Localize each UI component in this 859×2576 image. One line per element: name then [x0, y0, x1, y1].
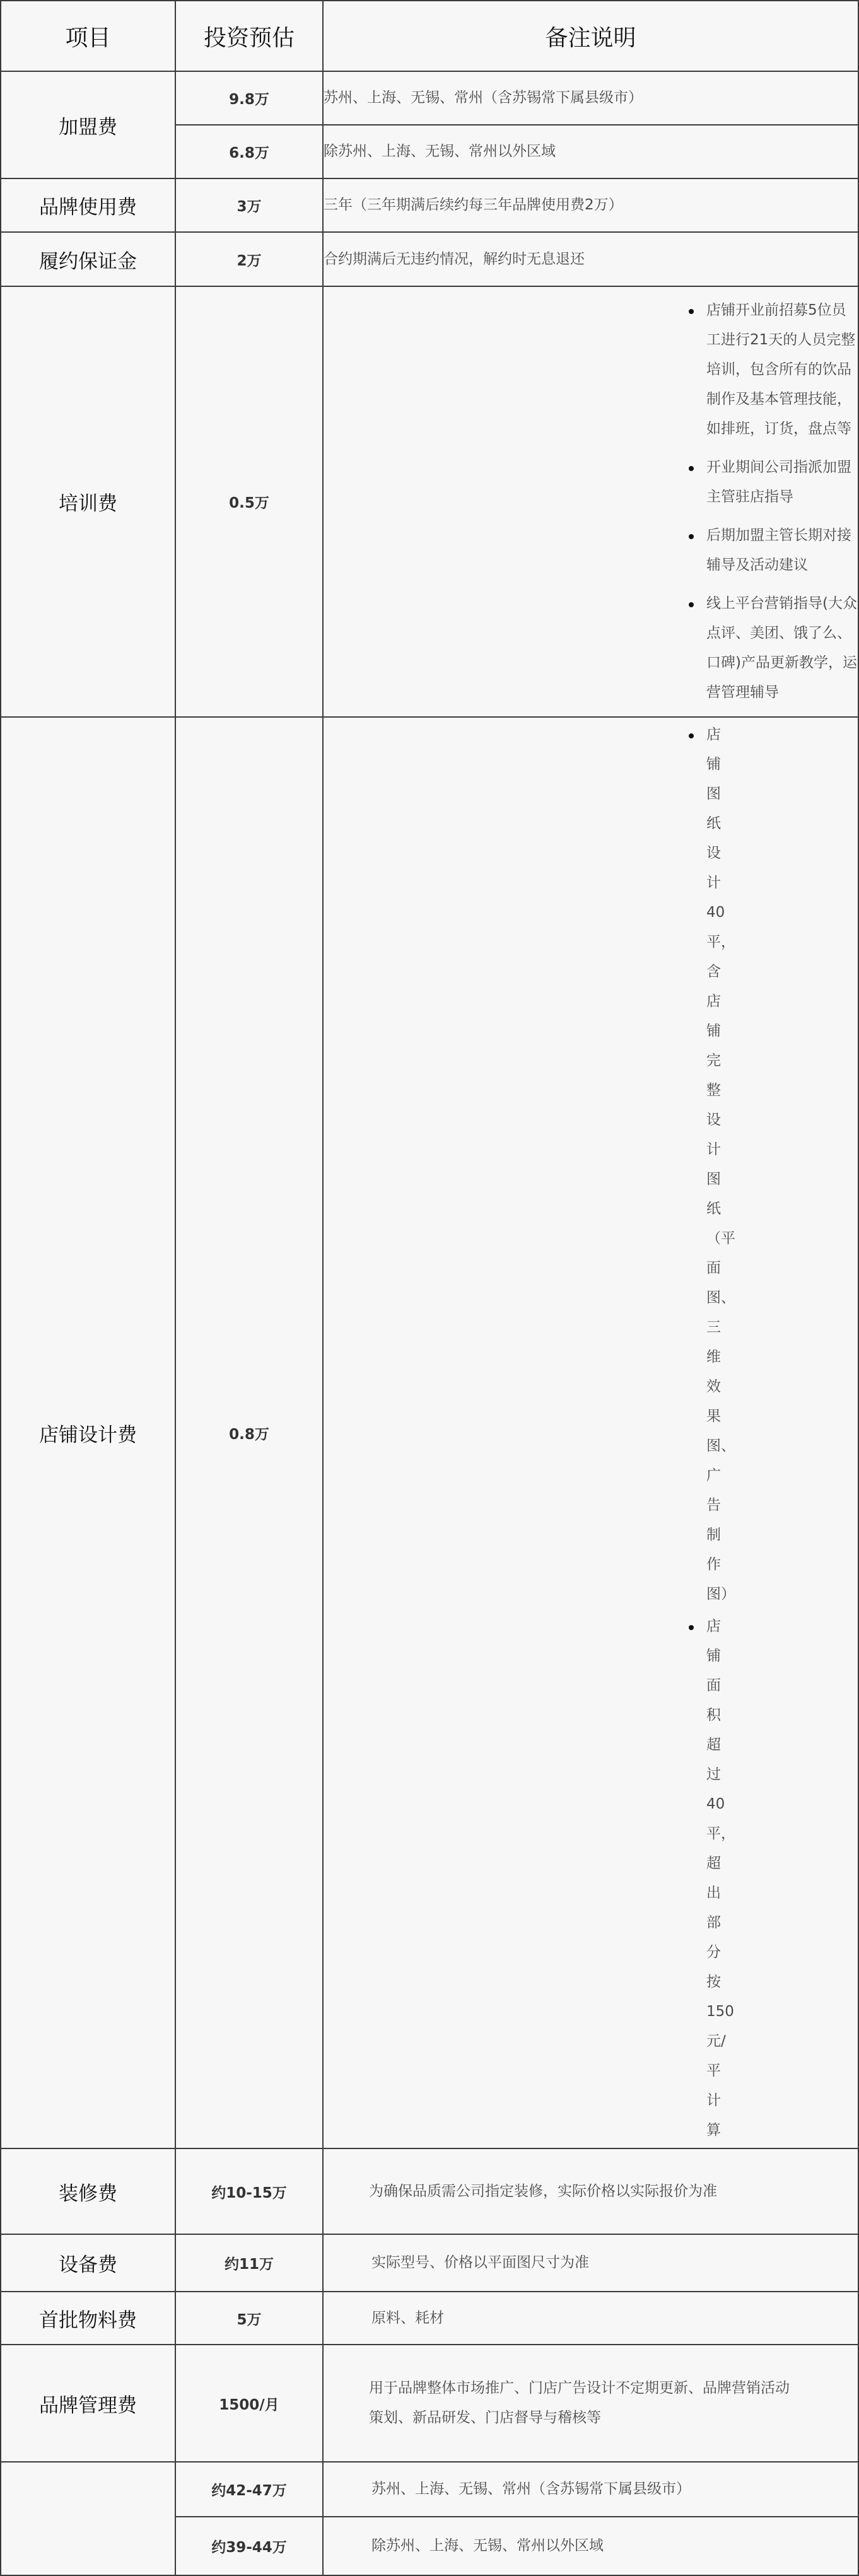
management-fee-amount: 1500/月 — [175, 2345, 323, 2462]
design-fee-amount: 0.8万 — [175, 717, 323, 2148]
total-note-b: 除苏州、上海、无锡、常州以外区域 — [323, 2517, 858, 2575]
equipment-fee-label: 设备费 — [1, 2234, 175, 2292]
list-item: 线上平台营销指导(大众点评、美团、饿了么、口碑)产品更新教学，运营管理辅导 — [688, 589, 858, 708]
franchise-fee-label: 加盟费 — [1, 71, 175, 178]
list-item: 店铺图纸设计40平，含店铺完整设计图纸（平面图、三维效果图、广告制作图） — [688, 720, 706, 1609]
franchise-fee-note-a: 苏州、上海、无锡、常州（含苏锡常下属县级市） — [323, 71, 858, 125]
materials-fee-label: 首批物料费 — [1, 2292, 175, 2345]
materials-fee-note: 原料、耗材 — [323, 2292, 858, 2345]
table-row — [1, 2148, 858, 2234]
equipment-fee-amount: 约11万 — [175, 2234, 323, 2292]
franchise-fee-amount-b: 6.8万 — [175, 125, 323, 178]
table-header-row — [1, 1, 858, 71]
table-row — [1, 232, 858, 286]
brand-use-fee-note: 三年（三年期满后续约每三年品牌使用费2万） — [323, 178, 858, 232]
deposit-label: 履约保证金 — [1, 232, 175, 286]
decoration-fee-amount: 约10-15万 — [175, 2148, 323, 2234]
header-item: 项目 — [1, 1, 175, 71]
franchise-fee-amount-a: 9.8万 — [175, 71, 323, 125]
header-note: 备注说明 — [323, 1, 858, 71]
list-item: 店铺面积超过40平，超出部分按150元/平计算 — [688, 1612, 706, 2145]
design-fee-note — [323, 717, 858, 2148]
list-item: 开业期间公司指派加盟主管驻店指导 — [688, 453, 858, 512]
decoration-fee-note: 为确保品质需公司指定装修，实际价格以实际报价为准 — [323, 2148, 858, 2234]
equipment-fee-note: 实际型号、价格以平面图尺寸为准 — [323, 2234, 858, 2292]
training-fee-label: 培训费 — [1, 286, 175, 717]
design-fee-label: 店铺设计费 — [1, 717, 175, 2148]
list-item: 店铺开业前招募5位员工进行21天的人员完整培训，包含所有的饮品制作及基本管理技能，如排班，订货，盘点等 — [688, 296, 858, 444]
table-row — [1, 286, 858, 717]
training-fee-note — [323, 286, 858, 717]
training-fee-amount: 0.5万 — [175, 286, 323, 717]
header-amount: 投资预估 — [175, 1, 323, 71]
table-row — [1, 178, 858, 232]
design-bullet-list — [688, 720, 735, 2145]
table-row — [1, 2345, 858, 2462]
table-row — [1, 717, 858, 2148]
list-item: 后期加盟主管长期对接辅导及活动建议 — [688, 521, 858, 580]
management-fee-note: 用于品牌整体市场推广、门店广告设计不定期更新、品牌营销活动策划、新品研发、门店督导与稽核等 — [323, 2345, 858, 2462]
table-row — [1, 2292, 858, 2345]
total-note-a: 苏州、上海、无锡、常州（含苏锡常下属县级市） — [323, 2462, 858, 2517]
total-label — [1, 2462, 175, 2575]
total-amount-a: 约42-47万 — [175, 2462, 323, 2517]
deposit-amount: 2万 — [175, 232, 323, 286]
table-row — [1, 2234, 858, 2292]
management-fee-label: 品牌管理费 — [1, 2345, 175, 2462]
training-bullet-list — [688, 296, 858, 708]
decoration-fee-label: 装修费 — [1, 2148, 175, 2234]
table-row — [1, 2462, 858, 2517]
brand-use-fee-label: 品牌使用费 — [1, 178, 175, 232]
table-row — [1, 71, 858, 125]
total-amount-b: 约39-44万 — [175, 2517, 323, 2575]
deposit-note: 合约期满后无违约情况，解约时无息退还 — [323, 232, 858, 286]
brand-use-fee-amount: 3万 — [175, 178, 323, 232]
materials-fee-amount: 5万 — [175, 2292, 323, 2345]
franchise-fee-note-b: 除苏州、上海、无锡、常州以外区域 — [323, 125, 858, 178]
